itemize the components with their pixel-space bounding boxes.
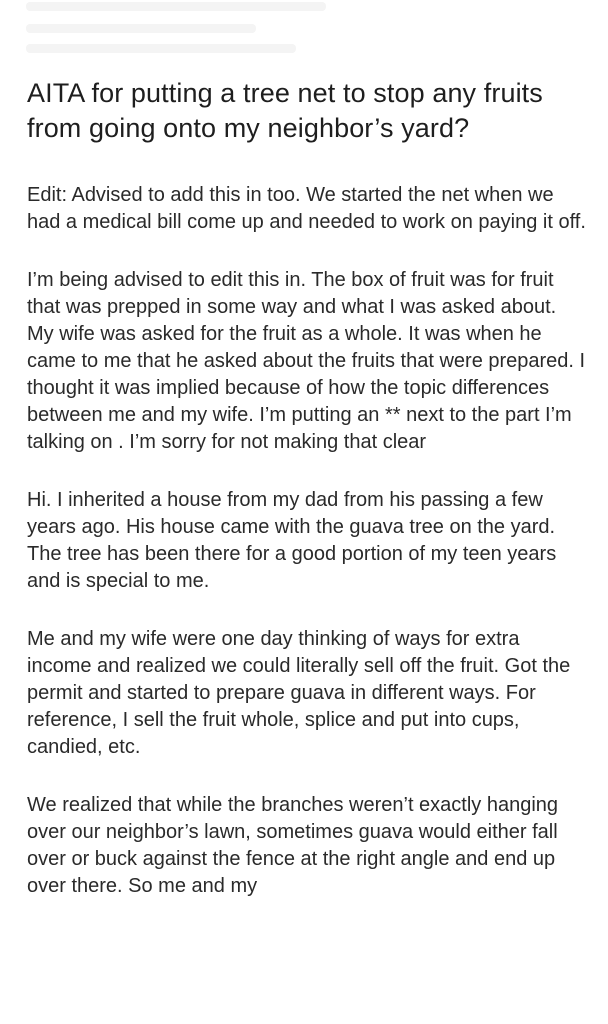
post-paragraph-business: Me and my wife were one day thinking of ways for extra income and realized we could literally sell off the fruit. Got the permit and started to prepare guava in different ways. For reference, I sell the fruit whole, splice and put into cups, candied, etc. (27, 628, 571, 758)
faded-line (26, 44, 296, 53)
post-paragraph-background: Hi. I inherited a house from my dad from his passing a few years ago. His house came with the guava tree on the yard. The tree has been there for a good portion of my teen years and is special to me. (27, 489, 557, 592)
post-paragraph-fence-issue: We realized that while the branches weren’t exactly hanging over our neighbor’s lawn, sometimes guava would either fall over or buck against the fence at the right angle and end up over there. So me and my (27, 794, 559, 897)
post-paragraph-clarification: I’m being advised to edit this in. The box of fruit was for fruit that was prepped in some way and what I was asked about. My wife was asked for the fruit as a whole. It was when he came to me that he asked about the fruits that were prepared. I thought it was implied because of how the topic differences between me and my wife. I’m putting an ** next to the part I’m talking on . I’m sorry for not making that clear (27, 269, 586, 453)
post-paragraph-edit-note: Edit: Advised to add this in too. We started the net when we had a medical bill come up and needed to work on paying it off. (27, 184, 586, 233)
post-content (27, 76, 587, 931)
post-body (27, 182, 587, 900)
faded-header-remnant (26, 0, 346, 58)
faded-line (26, 2, 326, 11)
post-title: AITA for putting a tree net to stop any fruits from going onto my neighbor’s yard? (27, 78, 543, 143)
faded-line (26, 24, 256, 33)
